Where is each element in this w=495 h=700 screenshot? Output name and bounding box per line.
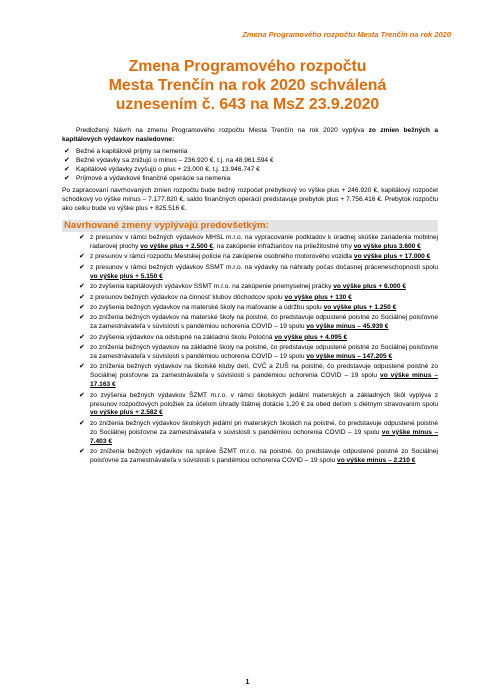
check-icon: ✔ [64, 165, 70, 173]
check-icon: ✔ [79, 314, 85, 322]
intro-paragraph [62, 127, 438, 145]
summary-item-text: Bežné a kapitálové príjmy sa nemenia [76, 147, 188, 155]
change-item [62, 334, 438, 343]
title-line-3: uznesením č. 643 na MsZ 23.9.2020 [115, 96, 380, 113]
change-item [62, 283, 438, 292]
change-amount: vo výške plus + 130 € [284, 293, 352, 301]
title-line-1: Zmena Programového rozpočtu [128, 58, 367, 75]
change-text: zo zníženia bežných výdavkov na školské kluby detí, CVČ a ZUŠ na poistné, čo predstavuje odpustené poistné zo Sociálnej poisťovne za zamestnávateľa v súvislosti s pandémiou ochorenia COVID – 19 spolu [90, 363, 438, 380]
check-icon: ✔ [79, 391, 85, 399]
check-icon: ✔ [79, 293, 85, 301]
change-text: z presunov bežných výdavkov na činnosť klubov dôchodcov spolu [90, 293, 285, 301]
change-amount: vo výške plus + 5.150 € [90, 272, 163, 280]
summary-item [62, 175, 438, 184]
change-text: z presunov v rámci bežných výdavkov SSMT m.r.o. na výdavky na náhrady počas dočasnej práceneschopnosti spolu [90, 263, 438, 271]
title-line-2: Mesta Trenčín na rok 2020 schválená [108, 77, 387, 94]
change-text: zo zvýšenia kapitálových výdavkov SSMT m.r.o. na zakúpenie priemyselnej práčky [90, 283, 334, 291]
change-text-tail: , na zakúpenie infražiaričov na priležitostné trhy [212, 243, 354, 251]
change-text: zo zníženia bežných výdavkov na materské školy na poistné, čo predstavuje odpustené poistné zo Sociálnej poisťovne za zamestnávateľa v súvislosti s pandémiou ochorenia COVID – 19 spolu [90, 314, 438, 331]
section-heading: Navrhované zmeny vyplývajú predovšetkým: [62, 220, 438, 232]
change-text: z presunov v rámci rozpočtu Mestskej polície na zakúpenie osobného motorového vozidla [90, 253, 354, 261]
change-amount: vo výške plus + 1.250 € [323, 304, 397, 311]
change-amount: vo výške mínus – 45.939 € [306, 323, 389, 331]
change-amount: vo výške plus + 17.000 € [353, 253, 431, 261]
change-text: zo zvýšenia bežných výdavkov na materské školy na maľovanie a údržbu spolu [90, 304, 324, 311]
check-icon: ✔ [64, 174, 70, 182]
change-item [62, 363, 438, 390]
change-item [62, 264, 438, 282]
change-text: zo zvýšenia bežných výdavkov ŠZMT m.r.o. v rámci školských jedální materských a základných škôl vyplýva z presunov rozpočtových položiek za účelom úhrady štátnej dotácie 1,20 € za obed deťom s diétnym stravovaním spolu [90, 391, 438, 408]
summary-item [62, 148, 438, 157]
change-text: z presunov v rámci bežných výdavkov MHSL m.r.o. na vypracovanie podkladov k úradnej skúške zariadenia mobilnej radarovej plochy [90, 234, 438, 251]
change-item [62, 392, 438, 419]
change-item [62, 294, 438, 303]
change-item [62, 344, 438, 362]
intro-bold: zo zmien bežných a kapitálových výdavkov nasledovne: [62, 127, 438, 143]
change-item [62, 304, 438, 313]
check-icon: ✔ [79, 234, 85, 242]
page-number: 1 [245, 679, 250, 686]
change-text: zo zníženia bežných výdavkov školských jedální pri materských školách na poistné, čo predstavuje odpustené poistné zo Sociálnej poisťovne za zamestnávateľa v súvislosti s pandémiou ochorenia COVID – 19 spolu [90, 419, 438, 436]
change-item [62, 234, 438, 252]
change-text: zo zníženia bežných výdavkov na správe ŠZMT m.r.o. na poistné, čo predstavuje odpustené poistné zo Sociálnej poisťovne za zamestnávateľa v súvislosti s pandémiou ochorenia COVID – 19 spolu [90, 448, 438, 464]
change-item [62, 314, 438, 332]
change-amount: vo výške mínus – 17.163 € [90, 372, 438, 389]
check-icon: ✔ [79, 304, 85, 311]
change-text: zo zvýšenia výdavkov na odstupné na základnú školu Potočná [90, 333, 275, 341]
change-amount: vo výške mínus – 147.205 € [306, 353, 393, 361]
check-icon: ✔ [79, 419, 85, 427]
summary-item-text: Príjmové a výdavkové finančné operácie sa nemenia [76, 174, 231, 182]
running-header: Zmena Programového rozpočtu Mesta Trenčín na rok 2020 [242, 30, 451, 39]
change-amount: vo výške plus + 2.582 € [90, 409, 163, 417]
check-icon: ✔ [79, 448, 85, 456]
change-amount: vo výške plus + 2.500 € [140, 243, 213, 251]
check-icon: ✔ [79, 263, 85, 271]
change-text: zo zníženia bežných výdavkov na základné školy na poistné, čo predstavuje odpustené poistné zo Sociálnej poisťovne za zamestnávateľa v súvislosti s pandémiou ochorenia COVID – 19 spolu [90, 344, 438, 361]
summary-item-text: Kapitálové výdavky zvyšujú o plus + 23.000 €, t.j. 13.946.747 € [76, 165, 260, 173]
budget-summary-paragraph: Po zapracovaní navrhovaných zmien rozpočtu bude bežný rozpočet prebytkový vo výške plus + 246.920 €, kapitálový rozpočet schodkový vo výške mínus – 7.177.820 €, saldo finančných operácií predstavuje prebytok plus + 7.756.416 €. Prebytok rozpočtu ako celku bude vo výške plus + 825.516 €. [62, 187, 438, 213]
change-amount: vo výške plus + 4.095 € [274, 333, 348, 341]
change-item [62, 420, 438, 447]
change-item [62, 253, 438, 262]
check-icon: ✔ [79, 333, 85, 341]
check-icon: ✔ [64, 156, 70, 164]
change-amount-2: vo výške plus 3.600 € [353, 243, 421, 251]
summary-list [62, 148, 438, 184]
change-amount: vo výške mínus – 2.210 € [337, 457, 416, 464]
intro-text: Predložený Návrh na zmenu Programového rozpočtu Mesta Trenčín na rok 2020 vyplýva [76, 127, 369, 134]
document-title [0, 57, 495, 114]
check-icon: ✔ [79, 344, 85, 352]
check-icon: ✔ [79, 283, 85, 291]
summary-item-text: Bežné výdavky sa znižujú o mínus – 236.920 €, t.j. na 48.961.594 € [76, 156, 274, 164]
changes-list [62, 234, 438, 466]
check-icon: ✔ [79, 363, 85, 371]
check-icon: ✔ [79, 253, 85, 261]
summary-item [62, 157, 438, 166]
change-amount: vo výške mínus – 7.403 € [90, 428, 438, 445]
change-amount: vo výške plus + 6.000 € [333, 283, 406, 291]
check-icon: ✔ [64, 147, 70, 155]
summary-item [62, 166, 438, 175]
change-item [62, 448, 438, 466]
document-body [62, 127, 438, 467]
